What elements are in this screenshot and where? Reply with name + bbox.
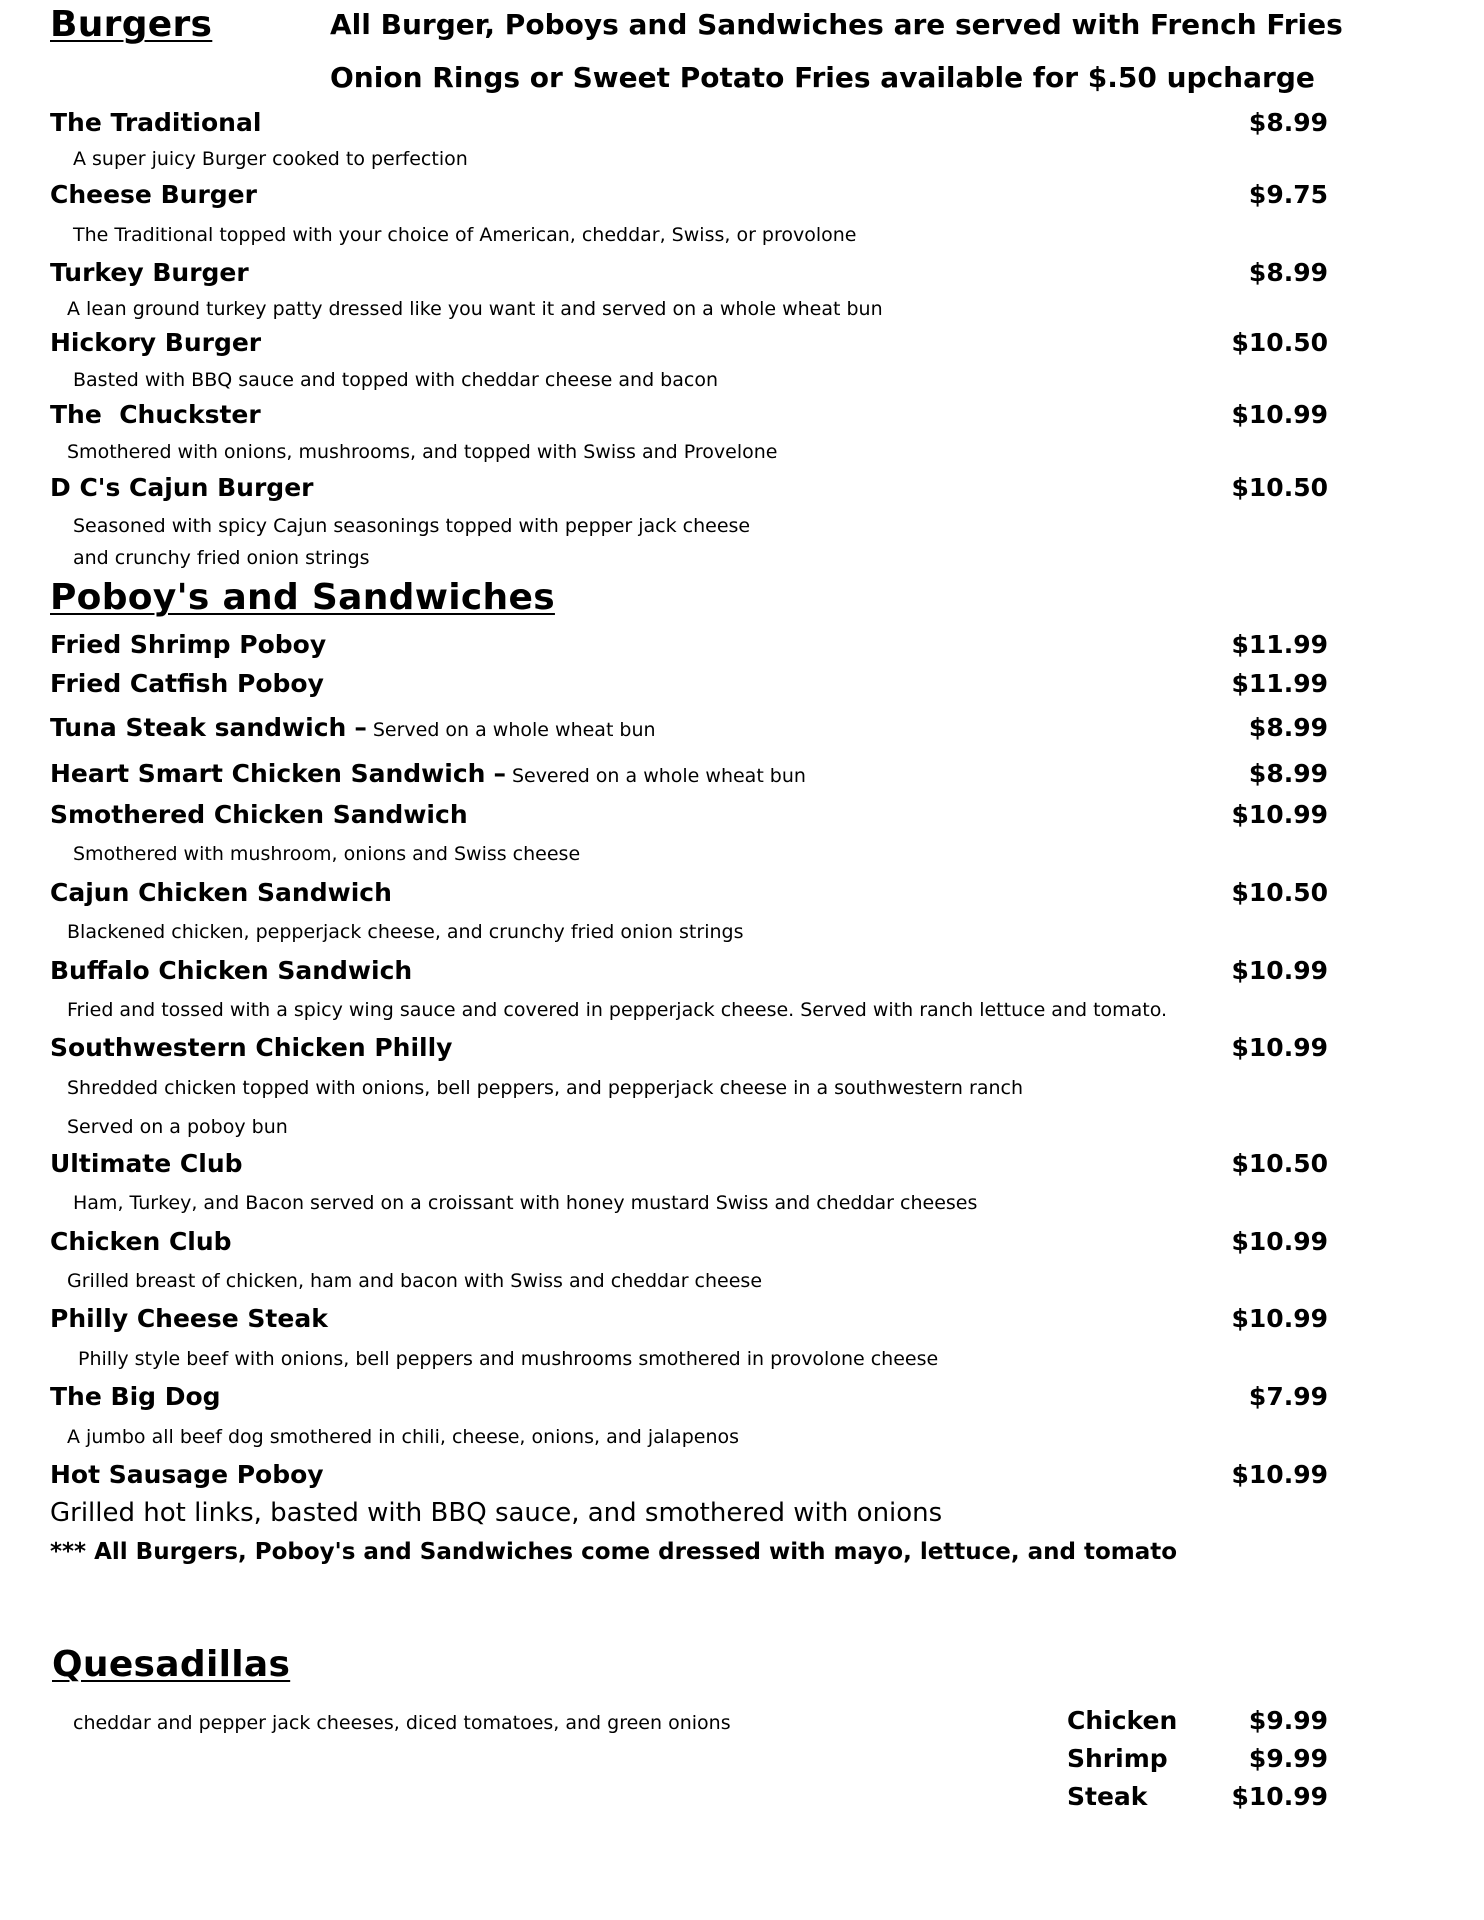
menu-item-price: $8.99 <box>1248 258 1328 287</box>
menu-item-name: The Chuckster <box>50 400 261 429</box>
menu-item-price: $10.99 <box>1231 956 1328 985</box>
menu-item-price: $8.99 <box>1248 108 1328 137</box>
menu-item-price: $10.99 <box>1231 1227 1328 1256</box>
menu-item-price: $10.99 <box>1231 1460 1328 1489</box>
quesadillas-title: Quesadillas <box>52 1644 291 1685</box>
menu-item-desc: Philly style beef with onions, bell peppers and mushrooms smothered in provolone cheese <box>78 1348 939 1370</box>
menu-item-desc: Ham, Turkey, and Bacon served on a croissant with honey mustard Swiss and cheddar cheeses <box>73 1192 978 1214</box>
menu-item-desc: Smothered with onions, mushrooms, and topped with Swiss and Provelone <box>67 441 778 463</box>
menu-item-name: Southwestern Chicken Philly <box>50 1033 453 1062</box>
dash-separator: – <box>493 759 506 788</box>
menu-item-price: $7.99 <box>1248 1382 1328 1411</box>
menu-item-desc: A jumbo all beef dog smothered in chili, cheese, onions, and jalapenos <box>67 1426 740 1448</box>
menu-item-name: Ultimate Club <box>50 1149 243 1178</box>
menu-item-name: Fried Catfish Poboy <box>50 669 324 698</box>
menu-item-desc: Fried and tossed with a spicy wing sauce and covered in pepperjack cheese. Served with ranch lettuce and tomato. <box>67 999 1168 1021</box>
menu-item-desc: Grilled breast of chicken, ham and bacon with Swiss and cheddar cheese <box>67 1270 763 1292</box>
sides-note-line2: Onion Rings or Sweet Potato Fries available for $.50 upcharge <box>330 61 1315 94</box>
menu-item-desc: A lean ground turkey patty dressed like you want it and served on a whole wheat bun <box>67 298 883 320</box>
menu-item-name: Turkey Burger <box>50 258 249 287</box>
menu-item-desc: The Traditional topped with your choice of American, cheddar, Swiss, or provolone <box>73 224 857 246</box>
menu-item-desc: Blackened chicken, pepperjack cheese, and crunchy fried onion strings <box>67 921 744 943</box>
burgers-title: Burgers <box>50 4 213 45</box>
menu-item-name: Fried Shrimp Poboy <box>50 630 327 659</box>
menu-item-desc-line2: and crunchy fried onion strings <box>73 547 370 569</box>
menu-item-price: $10.99 <box>1231 400 1328 429</box>
menu-item-name: D C's Cajun Burger <box>50 473 314 502</box>
menu-item-desc-line2: Served on a poboy bun <box>67 1116 288 1138</box>
menu-item-price: $8.99 <box>1248 713 1328 742</box>
menu-item-price: $10.99 <box>1231 1033 1328 1062</box>
quesadilla-option-shrimp: Shrimp <box>1067 1744 1168 1773</box>
menu-item-desc: Shredded chicken topped with onions, bell peppers, and pepperjack cheese in a southwestern ranch <box>67 1077 1024 1099</box>
menu-item-name: Buffalo Chicken Sandwich <box>50 956 413 985</box>
sides-note-line1: All Burger, Poboys and Sandwiches are served with French Fries <box>330 8 1343 41</box>
dressing-footnote: *** All Burgers, Poboy's and Sandwiches come dressed with mayo, lettuce, and tomato <box>50 1539 1178 1565</box>
menu-item-name: Chicken Club <box>50 1227 232 1256</box>
menu-item-price: $8.99 <box>1248 759 1328 788</box>
menu-item-name: The Big Dog <box>50 1382 221 1411</box>
menu-item-name <box>50 713 656 742</box>
menu-item-name: Hickory Burger <box>50 328 262 357</box>
menu-item-name: The Traditional <box>50 108 262 137</box>
menu-item-price: $10.99 <box>1231 1304 1328 1333</box>
menu-item-price: $10.50 <box>1231 473 1328 502</box>
menu-item-price: $9.75 <box>1248 180 1328 209</box>
menu-item-price: $11.99 <box>1231 630 1328 659</box>
menu-item-name-text: Tuna Steak sandwich <box>50 713 347 742</box>
menu-item-inline-desc: Severed on a whole wheat bun <box>511 765 806 787</box>
quesadilla-price-shrimp: $9.99 <box>1248 1744 1328 1773</box>
menu-item-desc: Basted with BBQ sauce and topped with cheddar cheese and bacon <box>73 369 718 391</box>
menu-item-inline-desc: Served on a whole wheat bun <box>372 719 656 741</box>
menu-item-desc: Smothered with mushroom, onions and Swiss cheese <box>73 843 581 865</box>
menu-item-desc: Seasoned with spicy Cajun seasonings topped with pepper jack cheese <box>73 515 751 537</box>
menu-item-price: $11.99 <box>1231 669 1328 698</box>
quesadilla-option-steak: Steak <box>1067 1782 1148 1811</box>
quesadilla-price-steak: $10.99 <box>1231 1782 1328 1811</box>
menu-item-name: Hot Sausage Poboy <box>50 1460 324 1489</box>
menu-item-name: Philly Cheese Steak <box>50 1304 328 1333</box>
menu-item-desc: Grilled hot links, basted with BBQ sauce, and smothered with onions <box>50 1498 943 1528</box>
poboys-title: Poboy's and Sandwiches <box>50 577 555 618</box>
quesadilla-option-chicken: Chicken <box>1067 1706 1178 1735</box>
menu-item-price: $10.50 <box>1231 1149 1328 1178</box>
dash-separator: – <box>354 713 367 742</box>
quesadilla-desc: cheddar and pepper jack cheeses, diced tomatoes, and green onions <box>73 1712 731 1734</box>
menu-item-name: Cheese Burger <box>50 180 257 209</box>
menu-item-name <box>50 759 806 788</box>
menu-item-name: Smothered Chicken Sandwich <box>50 800 468 829</box>
quesadilla-price-chicken: $9.99 <box>1248 1706 1328 1735</box>
menu-item-name-text: Heart Smart Chicken Sandwich <box>50 759 486 788</box>
menu-item-price: $10.99 <box>1231 800 1328 829</box>
menu-item-name: Cajun Chicken Sandwich <box>50 878 392 907</box>
menu-item-price: $10.50 <box>1231 328 1328 357</box>
menu-item-price: $10.50 <box>1231 878 1328 907</box>
menu-item-desc: A super juicy Burger cooked to perfection <box>73 148 468 170</box>
